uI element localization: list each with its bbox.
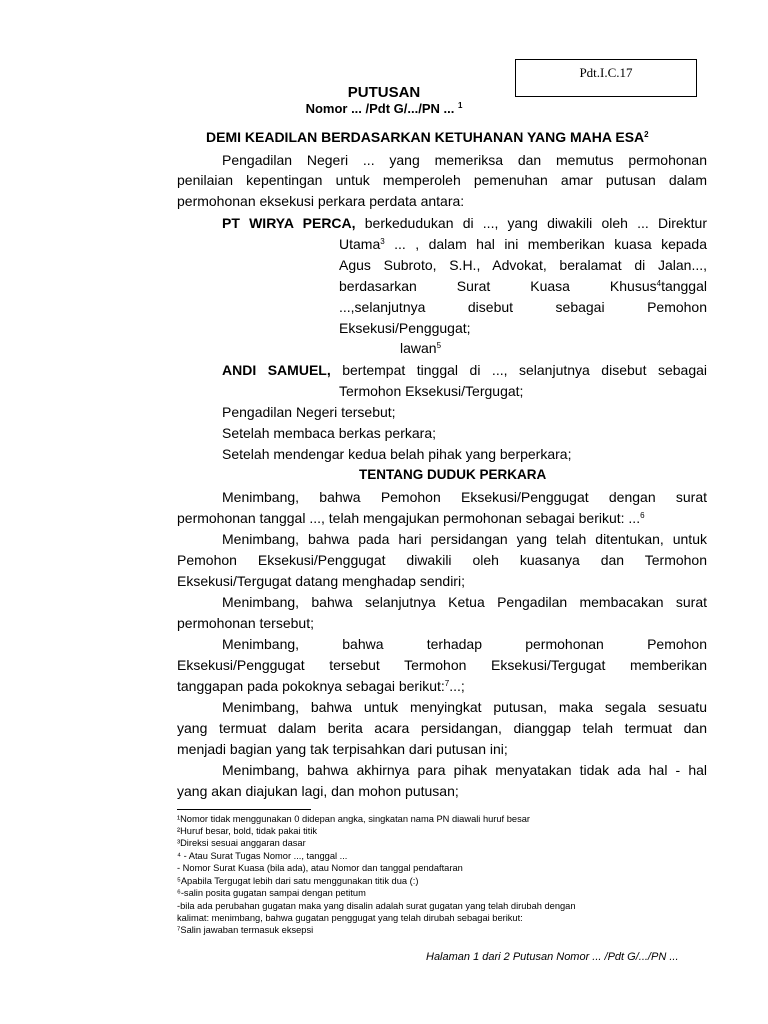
pemohon-line: Eksekusi/Penggugat; — [339, 320, 471, 336]
paragraph-line: Pemohon Eksekusi/Penggugat diwakili oleh kuasanya dan Termohon — [177, 552, 707, 568]
paragraph-line: tanggapan pada pokoknya sebagai berikut:$^7$...; — [177, 678, 465, 694]
pemohon-name: PT WIRYA PERCA, — [222, 215, 356, 231]
paragraph-line: yang termuat dalam berita acara persidangan, dianggap telah termuat dan — [177, 720, 707, 736]
pemohon-line: ...,selanjutnya disebut sebagai Pemohon — [339, 299, 707, 315]
document-code: Pdt.I.C.17 — [579, 65, 633, 80]
pemohon-line: Utama$^3$ ... , dalam hal ini memberikan kuasa kepada — [339, 236, 707, 252]
termohon-line: Termohon Eksekusi/Tergugat; — [339, 383, 524, 399]
paragraph-line: menjadi bagian yang tak terpisahkan dari putusan ini; — [177, 741, 508, 757]
lawan-label: lawan$^5$ — [400, 340, 442, 356]
paragraph-line: yang akan diajukan lagi, dan mohon putusan; — [177, 783, 459, 799]
irah-irah-heading: DEMI KEADILAN BERDASARKAN KETUHANAN YANG MAHA ESA$^2$ — [206, 129, 649, 145]
pemohon-line: Agus Subroto, S.H., Advokat, beralamat di Jalan..., — [339, 257, 707, 273]
footnote: ⁶-salin posita gugatan sampai dengan petitum — [177, 888, 366, 898]
paragraph-line: Setelah mendengar kedua belah pihak yang berperkara; — [222, 446, 572, 462]
paragraph-line: Pengadilan Negeri tersebut; — [222, 404, 396, 420]
paragraph-line: Pengadilan Negeri ... yang memeriksa dan memutus permohonan — [222, 152, 707, 168]
footnote: ⁷Salin jawaban termasuk eksepsi — [177, 925, 314, 935]
paragraph-line: Menimbang, bahwa selanjutnya Ketua Pengadilan membacakan surat — [222, 594, 707, 610]
paragraph-line: Menimbang, bahwa pada hari persidangan yang telah ditentukan, untuk — [222, 531, 707, 547]
footnote: -bila ada perubahan gugatan maka yang disalin adalah surat gugatan yang telah dirubah dengan — [177, 901, 576, 911]
footnote: ²Huruf besar, bold, tidak pakai titik — [177, 826, 318, 836]
pemohon-line: berdasarkan Surat Kuasa Khusus$^4$tanggal — [339, 278, 707, 294]
footnote: kalimat: menimbang, bahwa gugatan penggugat yang telah dirubah sebagai berikut: — [177, 913, 523, 923]
termohon-line: ANDI SAMUEL, bertempat tinggal di ..., selanjutnya disebut sebagai — [222, 362, 707, 378]
paragraph-line: permohonan eksekusi perkara perdata antara: — [177, 193, 465, 209]
paragraph-line: Setelah membaca berkas perkara; — [222, 425, 436, 441]
document-title: PUTUSAN — [347, 84, 421, 101]
termohon-name: ANDI SAMUEL, — [222, 362, 331, 378]
footnote: ⁵Apabila Tergugat lebih dari satu menggunakan titik dua (:) — [177, 876, 419, 886]
paragraph-line: Eksekusi/Tergugat datang menghadap sendiri; — [177, 573, 465, 589]
footnote: - Nomor Surat Kuasa (bila ada), atau Nomor dan tanggal pendaftaran — [177, 863, 463, 873]
paragraph-line: Eksekusi/Penggugat tersebut Termohon Eksekusi/Tergugat memberikan — [177, 657, 707, 673]
section-heading: TENTANG DUDUK PERKARA — [359, 467, 547, 482]
paragraph-line: penilaian kepentingan untuk memperoleh pemenuhan amar putusan dalam — [177, 172, 707, 188]
paragraph-line: permohonan tanggal ..., telah mengajukan permohonan sebagai berikut: ...$^6$ — [177, 510, 645, 526]
pemohon-line: PT WIRYA PERCA, berkedudukan di ..., yang diwakili oleh ... Direktur — [222, 215, 708, 231]
paragraph-line: Menimbang, bahwa untuk menyingkat putusan, maka segala sesuatu — [222, 699, 707, 715]
paragraph-line: Menimbang, bahwa Pemohon Eksekusi/Penggugat dengan surat — [222, 489, 707, 505]
case-number: Nomor ... /Pdt G/.../PN ... $^1$ — [305, 101, 463, 116]
paragraph-line: Menimbang, bahwa terhadap permohonan Pemohon — [222, 636, 707, 652]
footnote: ⁴ - Atau Surat Tugas Nomor ..., tanggal ... — [177, 851, 348, 861]
page-footer: Halaman 1 dari 2 Putusan Nomor ... /Pdt G/.../PN ... — [426, 951, 679, 963]
paragraph-line: permohonan tersebut; — [177, 615, 314, 631]
footnote: ¹Nomor tidak menggunakan 0 didepan angka, singkatan nama PN diawali huruf besar — [177, 814, 530, 824]
paragraph-line: Menimbang, bahwa akhirnya para pihak menyatakan tidak ada hal - hal — [222, 762, 707, 778]
footnote: ³Direksi sesuai anggaran dasar — [177, 838, 306, 848]
footnote-divider — [177, 809, 311, 810]
